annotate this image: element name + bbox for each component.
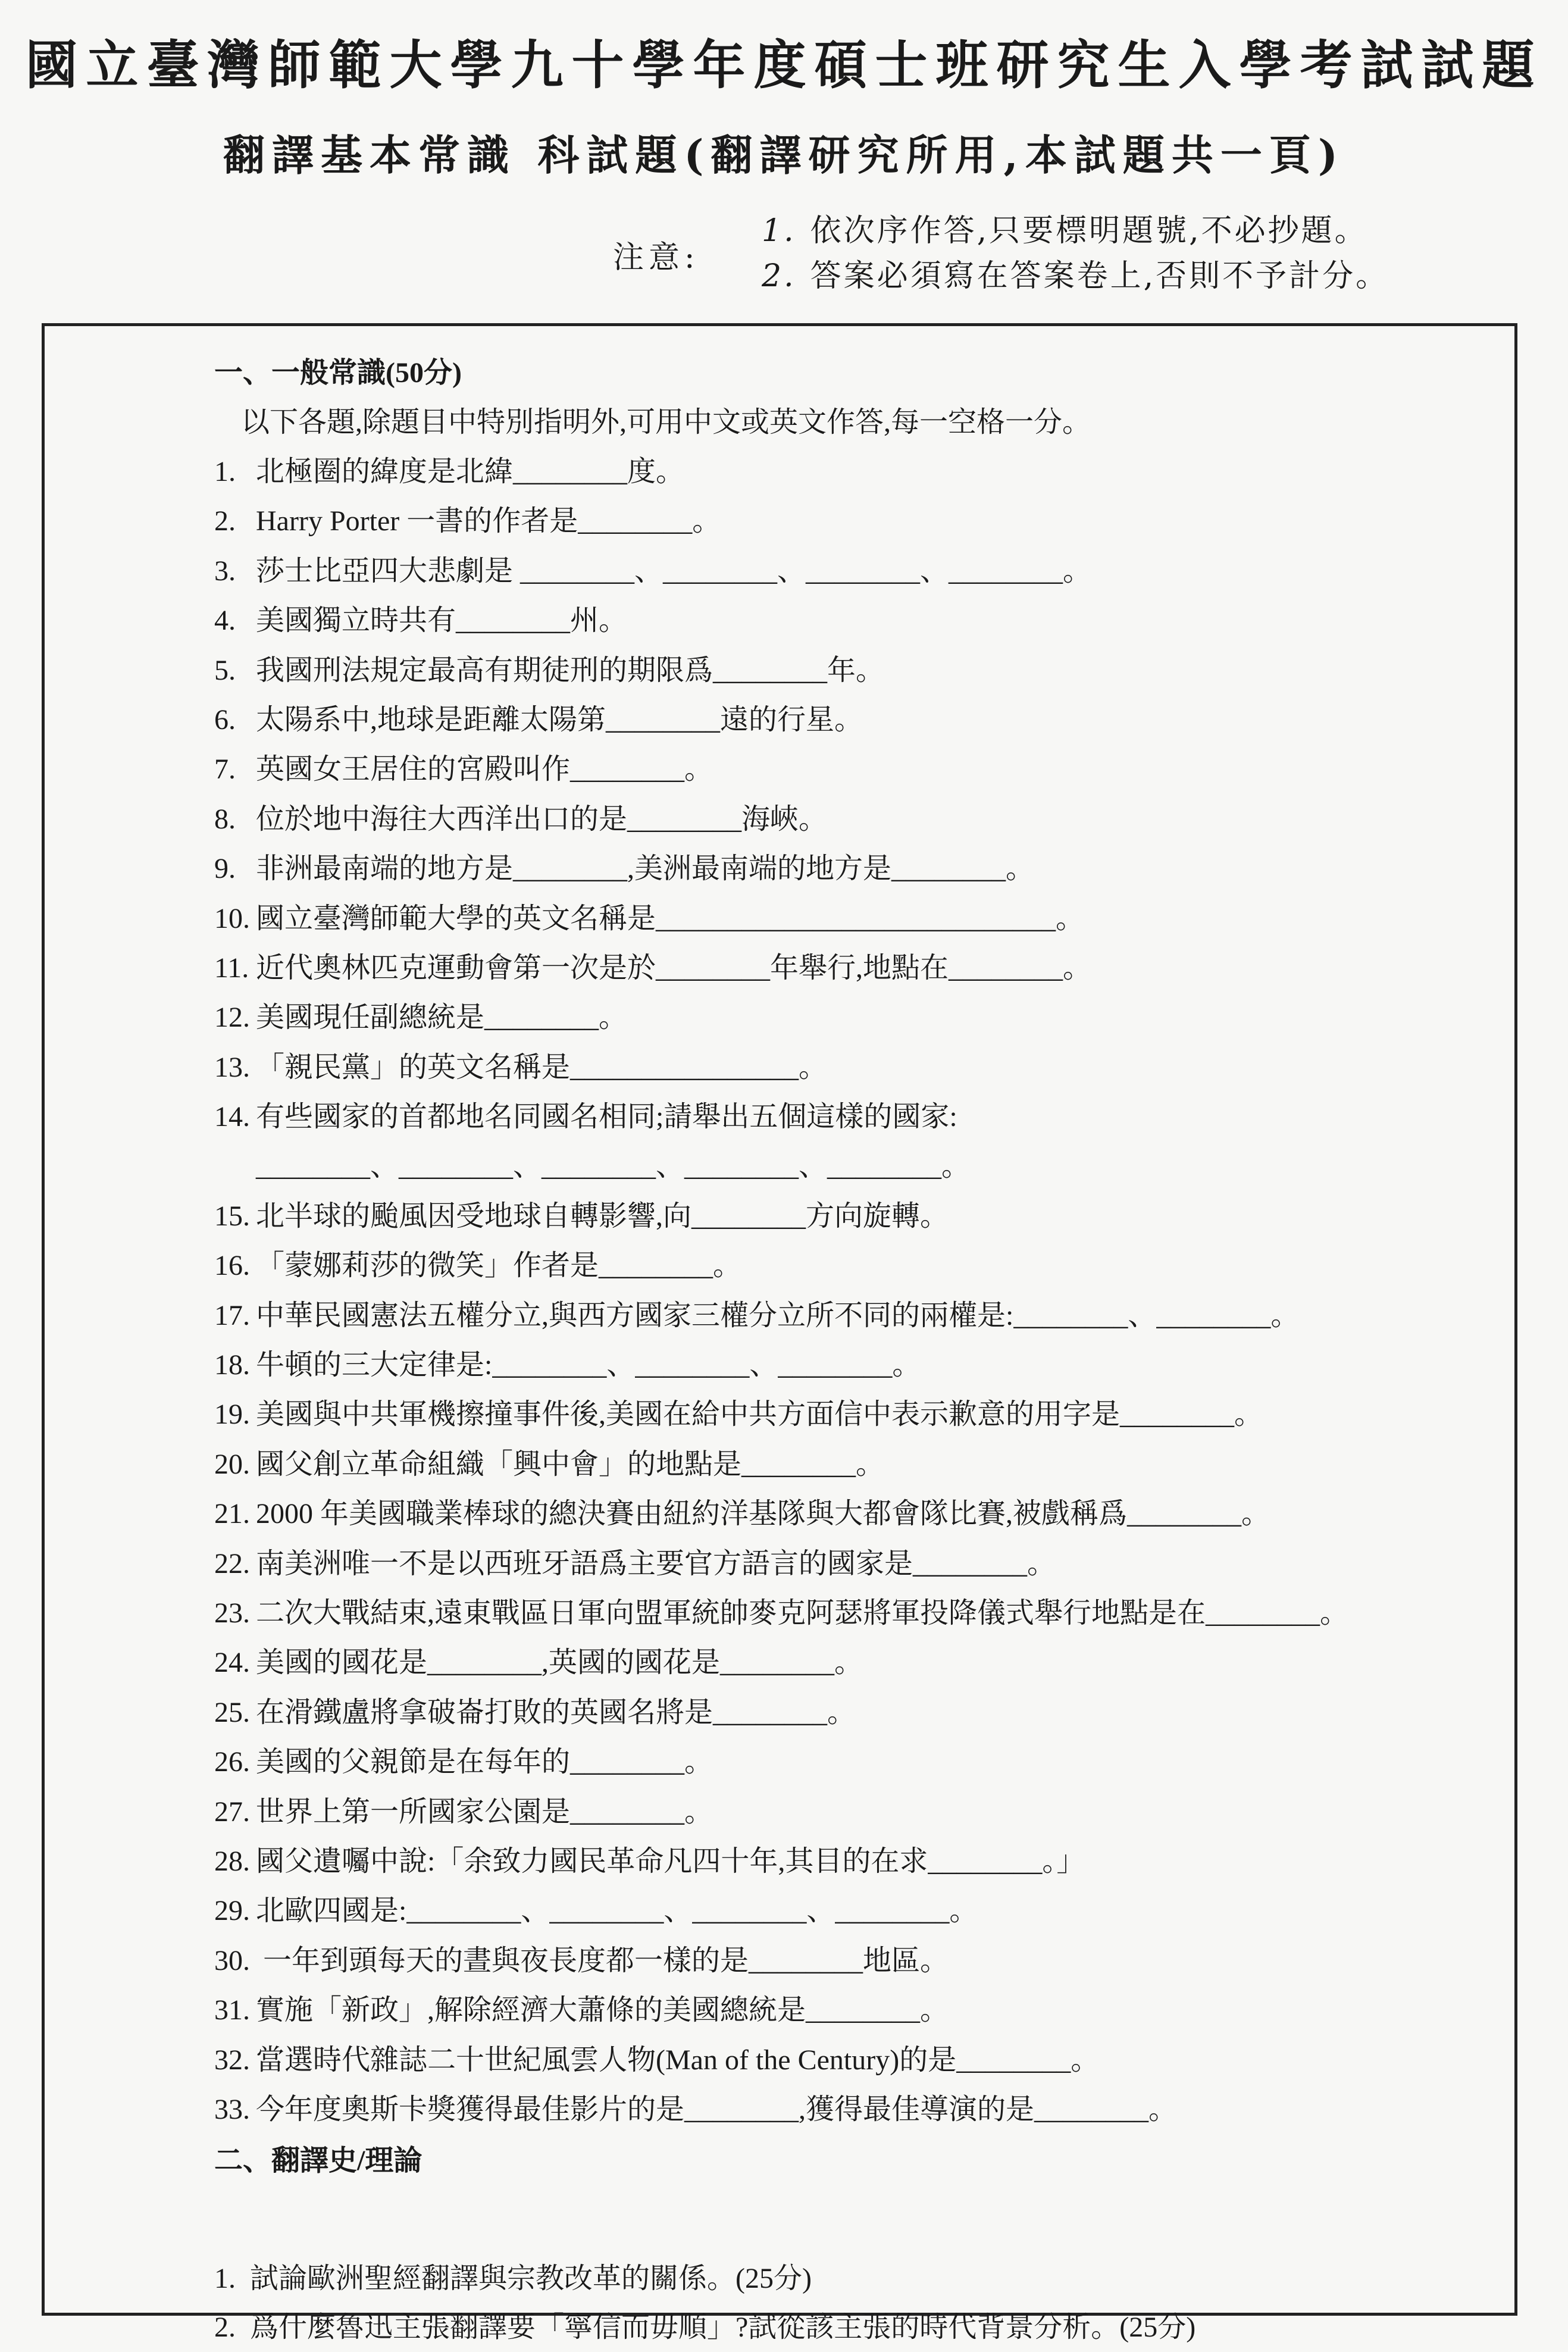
question-number: 6. [214, 703, 236, 736]
question-item [214, 646, 1494, 695]
question-number: 30. [214, 1944, 250, 1976]
question-item [214, 844, 1494, 893]
question-text: 位於地中海往大西洋出口的是________海峽。 [256, 803, 828, 835]
question-item [214, 993, 1494, 1042]
question-item [214, 2085, 1494, 2134]
notice-item-text: 依次序作答,只要標明題號,不必抄題。 [810, 213, 1368, 249]
question-number: 33. [214, 2093, 250, 2125]
question-number: 12. [214, 1002, 250, 1034]
question-text: 國父遺囑中說:「余致力國民革命凡四十年,其目的在求________。」 [256, 1845, 1085, 1877]
question-number: 22. [214, 1547, 250, 1580]
question-number: 20. [214, 1448, 250, 1480]
question-item [214, 1489, 1494, 1538]
question-item [214, 1043, 1494, 1092]
question-list [214, 447, 1494, 2134]
question-text: ________、________、________、________、________。 [256, 1150, 971, 1183]
question-item [214, 1340, 1494, 1390]
notice-item-number: 1. [762, 213, 796, 249]
question-text: 非洲最南端的地方是________,美洲最南端的地方是________。 [256, 853, 1035, 885]
question-text: 莎士比亞四大悲劇是 ________、________、________、________。 [256, 555, 1092, 587]
notice-item-text: 答案必須寫在答案卷上,否則不予計分。 [810, 258, 1389, 294]
question-number: 10. [214, 902, 250, 934]
question-item [214, 1886, 1494, 1935]
question-text: 試論歐洲聖經翻譯與宗教改革的關係。(25分) [250, 2263, 812, 2295]
question-number: 32. [214, 2044, 250, 2076]
question-content [214, 348, 1494, 2352]
question-number: 7. [214, 753, 236, 786]
question-item [214, 1936, 1494, 1985]
section-1-title: 一、一般常識(50分) [214, 357, 462, 389]
question-item [214, 1985, 1494, 2035]
question-text: 太陽系中,地球是距離太陽第________遠的行星。 [256, 703, 863, 736]
question-text: 當選時代雜誌二十世紀風雲人物(Man of the Century)的是________。 [256, 2044, 1100, 2076]
question-text: 2000 年美國職業棒球的總決賽由紐約洋基隊與大都會隊比賽,被戲稱爲________。 [256, 1498, 1270, 1530]
question-number: 21. [214, 1498, 250, 1530]
question-item [214, 2035, 1494, 2085]
question-item [214, 1837, 1494, 1886]
question-number: 1. [214, 2263, 236, 2295]
question-item [214, 496, 1494, 546]
question-text: 北半球的颱風因受地球自轉影響,向________方向旋轉。 [256, 1200, 949, 1232]
exam-subtitle: 翻譯基本常識 科試題(翻譯研究所用,本試題共一頁) [223, 130, 1345, 180]
question-item [214, 1688, 1494, 1737]
question-item [214, 1241, 1494, 1290]
question-text: 牛頓的三大定律是:________、________、________。 [256, 1349, 921, 1381]
question-text: 北歐四國是:________、________、________、________。 [256, 1895, 978, 1927]
essay-question-list [214, 2254, 1494, 2352]
question-item [214, 1191, 1494, 1241]
question-number: 5. [214, 654, 236, 686]
question-item [214, 1141, 1494, 1191]
question-text: 美國獨立時共有________州。 [256, 605, 628, 637]
question-item [214, 1291, 1494, 1340]
question-number: 13. [214, 1051, 250, 1083]
question-text: 近代奧林匹克運動會第一次是於________年舉行,地點在________。 [256, 952, 1092, 984]
question-number: 3. [214, 555, 236, 587]
question-item [214, 695, 1494, 745]
question-text: 美國現任副總統是________。 [256, 1002, 628, 1034]
question-number: 1. [214, 456, 236, 487]
question-number: 29. [214, 1895, 250, 1927]
question-item [214, 1737, 1494, 1787]
section-2-title: 二、翻譯史/理論 [214, 2145, 422, 2177]
question-number: 2. [214, 2312, 236, 2344]
question-item [214, 1539, 1494, 1588]
essay-question-item [214, 2303, 1494, 2352]
question-item [214, 943, 1494, 993]
question-item [214, 1092, 1494, 1141]
question-text: 有些國家的首都地名同國名相同;請舉出五個這樣的國家: [256, 1101, 957, 1133]
question-text: 英國女王居住的宮殿叫作________。 [256, 753, 713, 786]
notice-block [613, 208, 1541, 298]
question-number: 16. [214, 1250, 250, 1282]
question-text: 「親民黨」的英文名稱是________________。 [256, 1051, 828, 1083]
question-number: 14. [214, 1101, 250, 1133]
question-text: 爲什麼魯迅主張翻譯要「寧信而毋順」?試從該主張的時代背景分析。(25分) [250, 2312, 1196, 2344]
section-1-instructions: 以下各題,除題目中特別指明外,可用中文或英文作答,每一空格一分。 [241, 406, 1091, 438]
question-number: 24. [214, 1647, 250, 1679]
question-text: 我國刑法規定最高有期徒刑的期限爲________年。 [256, 654, 885, 686]
question-text: 一年到頭每天的晝與夜長度都一樣的是________地區。 [256, 1944, 949, 1976]
question-item [214, 894, 1494, 943]
question-text: 美國的國花是________,英國的國花是________。 [256, 1647, 863, 1679]
question-number: 15. [214, 1200, 250, 1232]
question-number: 19. [214, 1399, 250, 1431]
question-number: 4. [214, 605, 236, 637]
notice-list [762, 208, 1389, 299]
question-item [214, 1440, 1494, 1489]
notice-label: 注意: [613, 240, 700, 276]
question-text: 美國的父親節是在每年的________。 [256, 1746, 713, 1778]
question-number: 23. [214, 1597, 250, 1629]
question-item [214, 1787, 1494, 1837]
question-item [214, 1390, 1494, 1439]
question-number: 17. [214, 1299, 250, 1331]
question-text: 美國與中共軍機擦撞事件後,美國在給中共方面信中表示歉意的用字是________。 [256, 1399, 1263, 1431]
notice-item-number: 2. [762, 258, 796, 294]
question-number: 2. [214, 505, 236, 537]
question-text: 世界上第一所國家公園是________。 [256, 1796, 713, 1828]
question-text: 實施「新政」,解除經濟大蕭條的美國總統是________。 [256, 1994, 949, 2026]
question-text: 國父創立革命組織「興中會」的地點是________。 [256, 1448, 885, 1480]
question-item [214, 447, 1494, 496]
question-text: 在滑鐵盧將拿破崙打敗的英國名將是________。 [256, 1696, 856, 1728]
question-text: 今年度奧斯卡獎獲得最佳影片的是________,獲得最佳導演的是________。 [256, 2093, 1178, 2125]
question-text: 國立臺灣師範大學的英文名稱是____________________________。 [256, 902, 1085, 934]
question-number: 11. [214, 952, 249, 984]
question-number: 27. [214, 1796, 250, 1828]
question-item [214, 596, 1494, 645]
question-text: 北極圈的緯度是北緯________度。 [256, 456, 685, 487]
exam-title: 國立臺灣師範大學九十學年度碩士班研究生入學考試試題 [25, 34, 1543, 96]
question-text: 中華民國憲法五權分立,與西方國家三權分立所不同的兩權是:________、________。 [256, 1299, 1300, 1331]
notice-item [762, 254, 1389, 299]
question-number: 18. [214, 1349, 250, 1381]
question-number: 25. [214, 1696, 250, 1728]
question-text: 二次大戰結束,遠東戰區日軍向盟軍統帥麥克阿瑟將軍投降儀式舉行地點是在________。 [256, 1597, 1349, 1629]
question-number: 31. [214, 1994, 250, 2026]
question-item [214, 1588, 1494, 1638]
question-text: 「蒙娜莉莎的微笑」作者是________。 [256, 1250, 742, 1282]
question-text: Harry Porter 一書的作者是________。 [256, 505, 721, 537]
notice-item [762, 208, 1389, 254]
question-number: 9. [214, 853, 236, 885]
question-item [214, 546, 1494, 596]
question-item [214, 795, 1494, 844]
question-item [214, 1638, 1494, 1687]
question-number: 26. [214, 1746, 250, 1778]
question-number: 28. [214, 1845, 250, 1877]
question-item [214, 745, 1494, 794]
question-number: 8. [214, 803, 236, 835]
essay-question-item [214, 2254, 1494, 2303]
question-text: 南美洲唯一不是以西班牙語爲主要官方語言的國家是________。 [256, 1547, 1056, 1580]
